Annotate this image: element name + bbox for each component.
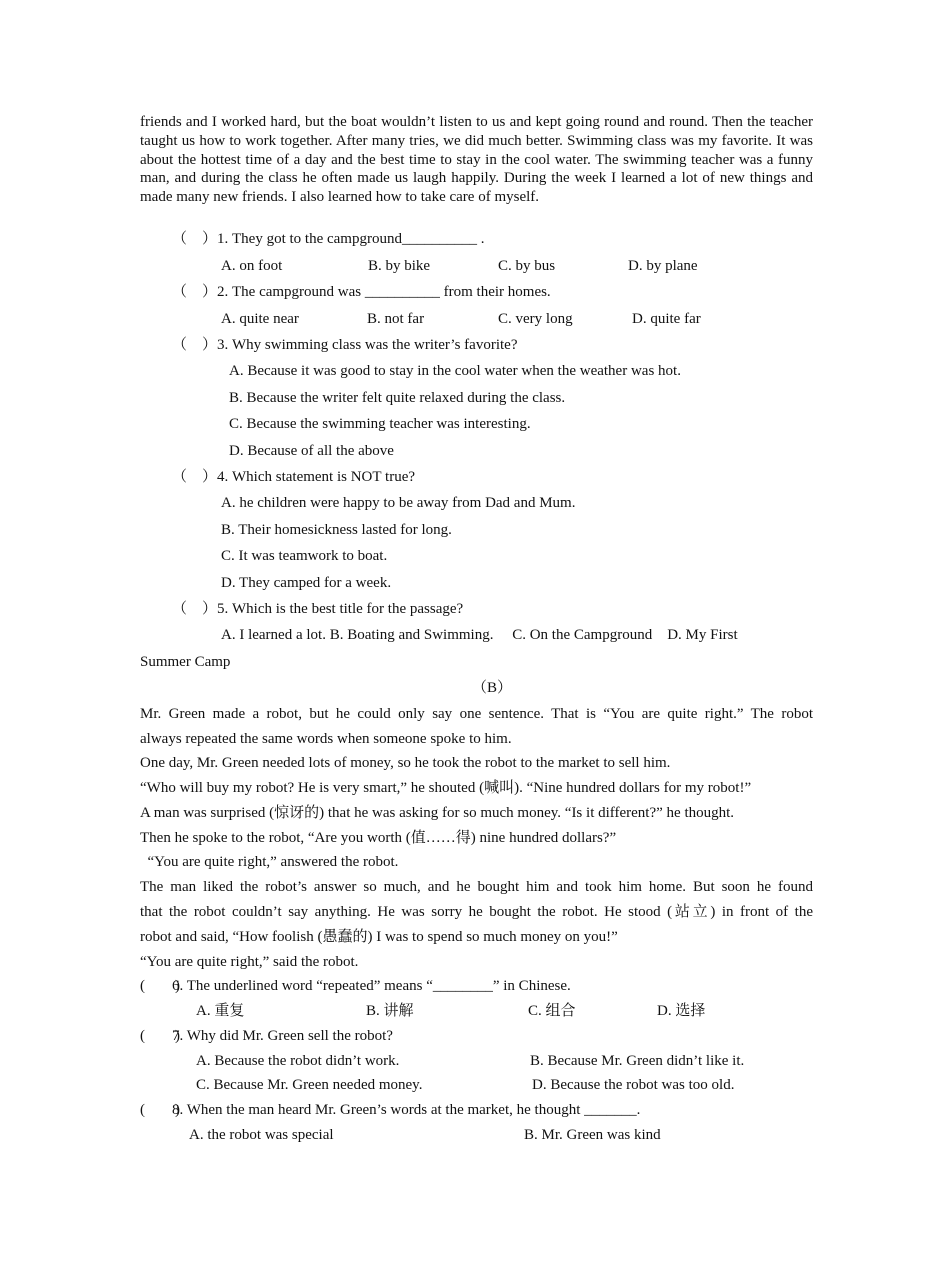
section-b-title: （B） — [472, 680, 513, 696]
question-1-prompt: （ ）1. They got to the campground__________ . — [172, 231, 485, 247]
question-2-option-c: C. very long — [498, 311, 573, 327]
question-8-option-a: A. the robot was special — [189, 1127, 334, 1143]
passage-b-line: “You are quite right,” said the robot. — [140, 954, 359, 970]
question-5-prompt: （ ）5. Which is the best title for the passage? — [172, 601, 464, 617]
question-1-option-a: A. on foot — [221, 258, 283, 274]
question-7-option-b: B. Because Mr. Green didn’t like it. — [530, 1053, 745, 1069]
question-4-option-d: D. They camped for a week. — [221, 575, 392, 591]
passage-b-line: Then he spoke to the robot, “Are you worth (值……得) nine hundred dollars?” — [140, 830, 617, 846]
question-2-prompt: （ ）2. The campground was __________ from their homes. — [172, 284, 551, 300]
question-7-option-d: D. Because the robot was too old. — [532, 1077, 735, 1093]
question-3-option-d: D. Because of all the above — [229, 443, 394, 459]
question-7-prompt: 7. Why did Mr. Green sell the robot? — [172, 1028, 393, 1044]
question-7-option-a: A. Because the robot didn’t work. — [196, 1053, 400, 1069]
question-2-option-b: B. not far — [367, 311, 425, 327]
passage-a-paragraph: friends and I worked hard, but the boat wouldn’t listen to us and kept going round and round. Then the teacher taught us how to work together. After many tries, we did much better. Swimming class was my favorite. It was about the hottest time of a day and the best time to stay in the cool water. The swimming teacher was a funny man, and during the class he often made us laugh happily. During the week I learned a lot of new things and made many new friends. I also learned how to take care of myself. — [140, 114, 813, 206]
passage-b-line: “You are quite right,” answered the robot. — [140, 854, 399, 870]
question-4-option-a: A. he children were happy to be away from Dad and Mum. — [221, 495, 576, 511]
question-5-options: A. I learned a lot. B. Boating and Swimming. C. On the Campground D. My First — [221, 627, 738, 643]
question-3-option-c: C. Because the swimming teacher was interesting. — [229, 416, 531, 432]
question-3-option-b: B. Because the writer felt quite relaxed during the class. — [229, 390, 566, 406]
question-6-paren: ( ) — [140, 978, 180, 994]
question-4-option-c: C. It was teamwork to boat. — [221, 548, 388, 564]
question-3-prompt: （ ）3. Why swimming class was the writer’s favorite? — [172, 337, 518, 353]
question-8-option-b: B. Mr. Green was kind — [524, 1127, 661, 1143]
question-3-option-a: A. Because it was good to stay in the cool water when the weather was hot. — [229, 363, 681, 379]
question-7-option-c: C. Because Mr. Green needed money. — [196, 1077, 423, 1093]
question-5-options-wrap: Summer Camp — [140, 654, 231, 670]
question-8-paren: ( ) — [140, 1102, 180, 1118]
passage-b-line: “Who will buy my robot? He is very smart,” he shouted (喊叫). “Nine hundred dollars for my robot!” — [140, 780, 752, 796]
passage-b-line: Mr. Green made a robot, but he could only say one sentence. That is “You are quite right.” The robot — [140, 706, 813, 722]
question-4-prompt: （ ）4. Which statement is NOT true? — [172, 469, 416, 485]
question-6-option-a: A. 重复 — [196, 1003, 245, 1019]
question-6-option-d: D. 选择 — [657, 1003, 706, 1019]
question-2-option-d: D. quite far — [632, 311, 701, 327]
passage-b-line: A man was surprised (惊讶的) that he was asking for so much money. “Is it different?” he thought. — [140, 805, 735, 821]
question-2-option-a: A. quite near — [221, 311, 299, 327]
question-7-paren: ( ) — [140, 1028, 180, 1044]
passage-b-line: always repeated the same words when someone spoke to him. — [140, 731, 512, 747]
question-6-prompt: 6. The underlined word “repeated” means “________” in Chinese. — [172, 978, 571, 994]
passage-b-line: that the robot couldn’t say anything. He was sorry he bought the robot. He stood (站立) in front of the — [140, 904, 813, 920]
question-8-prompt: 8. When the man heard Mr. Green’s words at the market, he thought _______. — [172, 1102, 641, 1118]
question-1-option-d: D. by plane — [628, 258, 698, 274]
question-4-option-b: B. Their homesickness lasted for long. — [221, 522, 452, 538]
question-1-option-b: B. by bike — [368, 258, 431, 274]
passage-b-line: One day, Mr. Green needed lots of money, so he took the robot to the market to sell him. — [140, 755, 671, 771]
passage-b-line: The man liked the robot’s answer so much, and he bought him and took him home. But soon he found — [140, 879, 813, 895]
passage-b-line: robot and said, “How foolish (愚蠢的) I was to spend so much money on you!” — [140, 929, 618, 945]
question-6-option-b: B. 讲解 — [366, 1003, 414, 1019]
question-6-option-c: C. 组合 — [528, 1003, 576, 1019]
question-1-option-c: C. by bus — [498, 258, 556, 274]
